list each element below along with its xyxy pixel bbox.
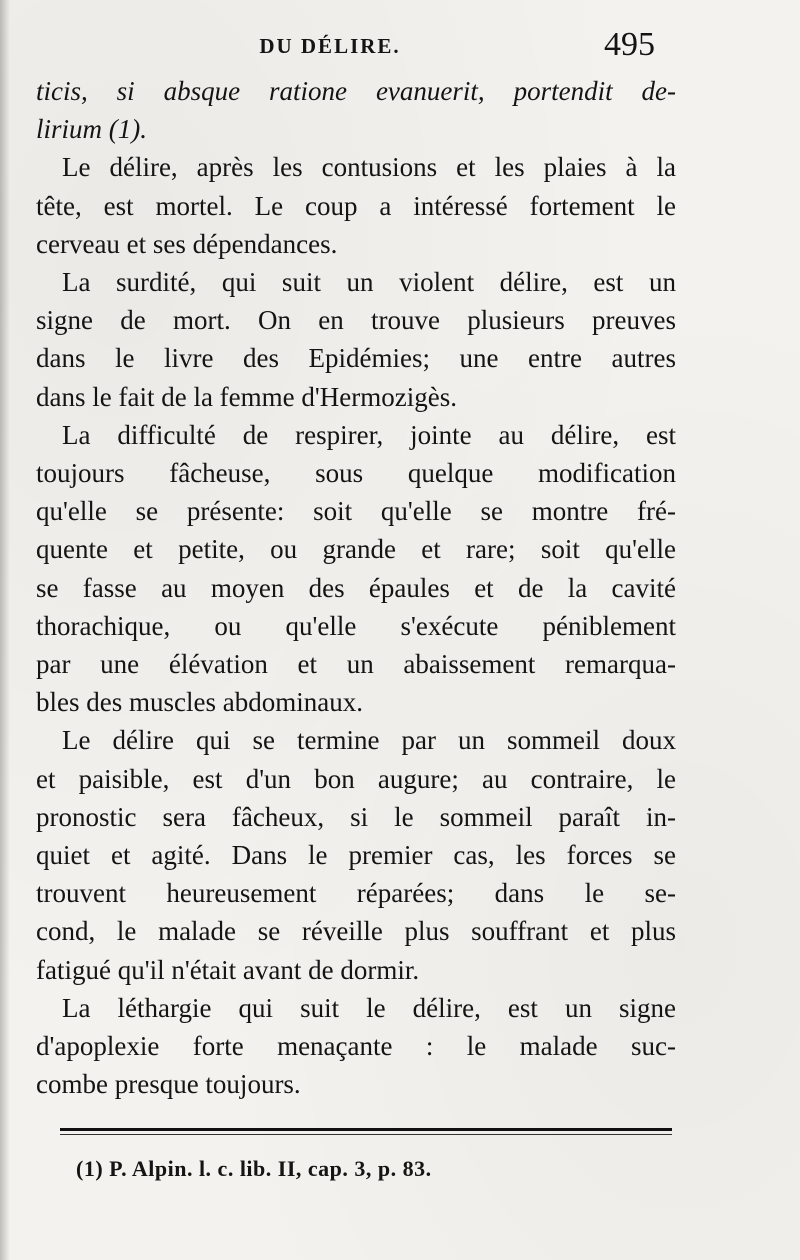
footnote: (1) P. Alpin. l. c. lib. II, cap. 3, p. 83. [76,1156,432,1181]
text-line: Le délire qui se termine par un sommeil doux [62,725,676,756]
paragraph-4 [36,416,676,722]
paragraph-1 [36,72,676,148]
text-line: combe presque toujours. [36,1069,301,1100]
footnote-rule [60,1128,672,1131]
text-line: cond, le malade se réveille plus souffrant et plus [36,916,676,947]
text-line: se fasse au moyen des épaules et de la cavité [36,572,676,603]
text-line: dans le livre des Epidémies; une entre autres [36,343,676,374]
paragraph-5 [36,721,676,988]
paragraph-6 [36,989,676,1104]
page-number: 495 [604,26,655,63]
text-line: trouvent heureusement réparées; dans le se- [36,878,676,909]
text-line: quiet et agité. Dans le premier cas, les forces se [36,840,676,871]
footnote-rule-thin [60,1134,672,1135]
text-line: thorachique, ou qu'elle s'exécute péniblement [36,610,676,641]
text-line: La surdité, qui suit un violent délire, est un [62,267,676,298]
text-line: signe de mort. On en trouve plusieurs preuves [36,305,676,336]
text-line: Le délire, après les contusions et les plaies à la [62,152,676,183]
text-line: pronostic sera fâcheux, si le sommeil paraît in- [36,801,676,832]
text-line: lirium (1). [36,114,147,145]
text-line: quente et petite, ou grande et rare; soit qu'elle [36,534,676,565]
text-line: qu'elle se présente: soit qu'elle se montre fré- [36,496,676,527]
body-text [36,72,676,1103]
paragraph-2 [36,148,676,263]
text-line: par une élévation et un abaissement remarqua- [36,649,676,680]
text-line: d'apoplexie forte menaçante : le malade suc- [36,1031,676,1062]
text-line: fatigué qu'il n'était avant de dormir. [36,954,420,985]
text-line: tête, est mortel. Le coup a intéressé fortement le [36,190,676,221]
page-gutter-shadow [0,0,10,1260]
text-line: toujours fâcheuse, sous quelque modification [36,458,676,489]
paragraph-3 [36,263,676,416]
text-line: La léthargie qui suit le délire, est un signe [62,992,676,1023]
text-line: cerveau et ses dépendances. [36,228,338,259]
text-line: et paisible, est d'un bon augure; au contraire, le [36,763,676,794]
text-line: bles des muscles abdominaux. [36,687,363,718]
running-title: DU DÉLIRE. [259,34,401,58]
text-line: dans le fait de la femme d'Hermozigès. [36,381,457,412]
text-line: ticis, si absque ratione evanuerit, portendit de- [36,76,676,106]
text-line: La difficulté de respirer, jointe au délire, est [62,419,676,450]
